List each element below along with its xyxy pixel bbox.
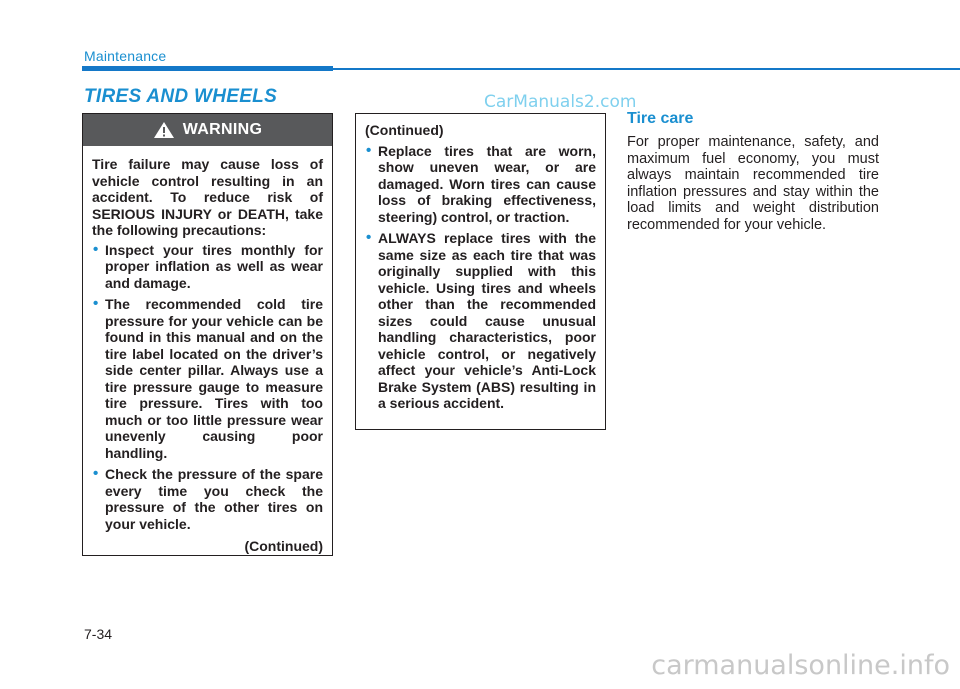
continued-bullet-item bbox=[365, 143, 596, 226]
footer-watermark[interactable]: carmanualsonline.info bbox=[651, 650, 950, 681]
warning-bullet-list bbox=[92, 242, 323, 533]
continued-label: (Continued) bbox=[244, 538, 323, 554]
watermark-top[interactable]: CarManuals2.com bbox=[484, 92, 637, 112]
continued-bullet-text: ALWAYS replace tires with the same size as each tire that was originally supplied with this vehicle. Using tires and wheels other than the recommended sizes could cause unusual handling characteristics, poor vehicle control, or negatively affect your vehicle’s Anti-Lock Brake System (ABS) resulting in a serious accident. bbox=[378, 230, 596, 411]
warning-bullet-text: Check the pressure of the spare every time you check the pressure of the other tires on your vehicle. bbox=[105, 466, 323, 532]
page-number: 7-34 bbox=[84, 626, 113, 642]
warning-bullet-item bbox=[92, 296, 323, 461]
warning-box bbox=[82, 113, 333, 556]
warning-bullet-text: Inspect your tires monthly for proper inflation as well as wear and damage. bbox=[105, 241, 323, 291]
continued-bullet-text: Replace tires that are worn, show uneven wear, or are damaged. Worn tires can cause loss of braking effectiveness, steering) control, or traction. bbox=[378, 142, 596, 225]
tire-care-body: For proper maintenance, safety, and maximum fuel economy, you must always maintain recommended tire inflation pressures and stay within the load limits and weight distribution recommended for your vehicle. bbox=[627, 134, 879, 233]
tire-care-heading: Tire care bbox=[627, 110, 694, 127]
bullet-dot-icon: • bbox=[366, 141, 372, 159]
continued-warning-box bbox=[355, 113, 606, 430]
warning-header bbox=[83, 114, 332, 146]
header-rule-thin bbox=[333, 68, 960, 70]
warning-bullet-item bbox=[92, 242, 323, 292]
continued-bullet-list bbox=[365, 143, 596, 412]
warning-triangle-icon bbox=[153, 121, 175, 139]
warning-bullet-item bbox=[92, 466, 323, 532]
bullet-dot-icon: • bbox=[93, 240, 99, 258]
warning-header-label: WARNING bbox=[182, 120, 263, 138]
continued-label: (Continued) bbox=[365, 122, 444, 138]
page-title: TIRES AND WHEELS bbox=[84, 86, 278, 107]
continued-bullet-item bbox=[365, 230, 596, 412]
bullet-dot-icon: • bbox=[366, 229, 372, 246]
warning-bullet-text: The recommended cold tire pressure for your vehicle can be found in this manual and on the tire label located on the driver’s side center pillar. Always use a tire pressure gauge to measure tire pressure. Tires with too much or too little pressure wear unevenly causing poor handling. bbox=[105, 296, 323, 461]
section-label: Maintenance bbox=[84, 48, 167, 64]
bullet-dot-icon: • bbox=[93, 295, 99, 312]
bullet-dot-icon: • bbox=[93, 465, 99, 482]
header-rule-thick bbox=[82, 66, 333, 71]
warning-intro: Tire failure may cause loss of vehicle control resulting in an accident. To reduce risk of SERIOUS INJURY or DEATH, take the following precautions: bbox=[92, 156, 323, 238]
